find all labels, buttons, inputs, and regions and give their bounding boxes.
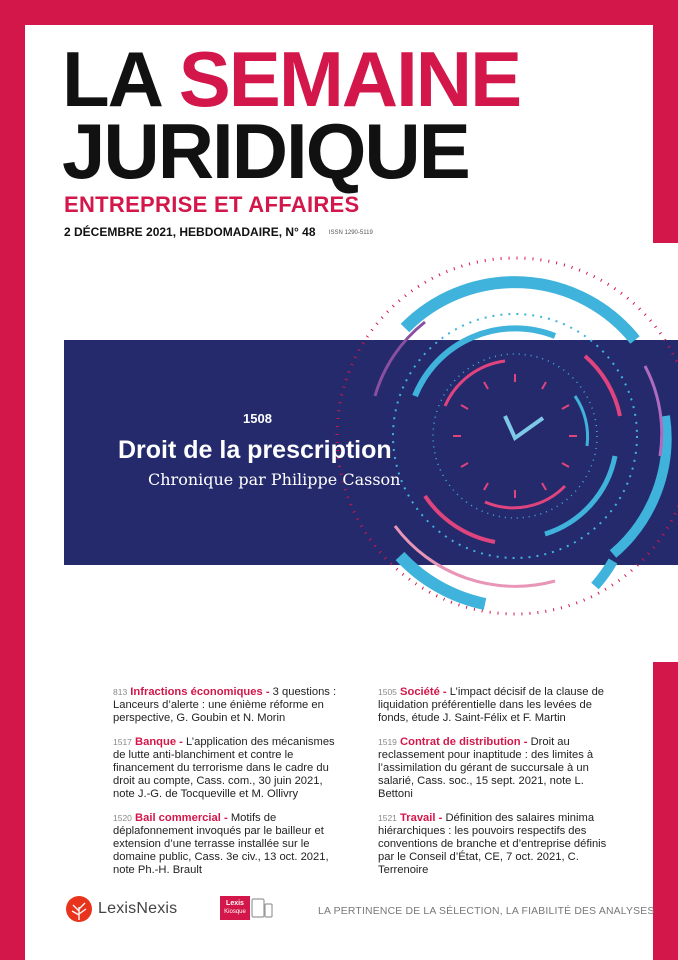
purple-arc-right (645, 366, 662, 456)
issue-date: 2 DÉCEMBRE 2021, HEBDOMADAIRE, N° 48 (64, 225, 316, 239)
mid-arc-pink (425, 496, 495, 542)
mid-arc-pink-right (585, 356, 620, 416)
article-text: Droit au reclassement pour inaptitude : des limites à l’assimilation du gérant de succursale à un salarié, Cass. soc., 15 sept. 2021, note L. Bettoni (378, 736, 594, 800)
devices-icon (250, 896, 274, 920)
issn: ISSN 1290-5119 (328, 229, 373, 236)
article-text: L’impact décisif de la clause de liquidation préférentielle dans les levées de fonds, étude J. Saint-Félix et F. Martin (378, 686, 605, 724)
article-number: 1505 (378, 687, 397, 697)
articles-left-column (113, 686, 345, 888)
article-text: Motifs de déplafonnement invoqués par le bailleur et extension d’une terrasse installée sur le domaine public, Cass. 3e civ., 13 oct. 2021, note Ph.-H. Brault (113, 812, 329, 876)
issue-line (64, 225, 373, 239)
right-border-top (653, 0, 678, 243)
masthead (62, 35, 521, 195)
right-border-bottom (653, 662, 678, 960)
publication-subtitle: ENTREPRISE ET AFFAIRES (64, 192, 360, 217)
article-title: Société (400, 686, 440, 698)
article-number: 813 (113, 687, 128, 697)
article-text: Définition des salaires minima hiérarchiques : les pouvoirs respectifs des conventions de branche et d’entreprise définis par le Conseil d’État, CE, 7 oct. 2021, C. Terrenoire (378, 812, 607, 876)
brand-name: LexisNexis (98, 900, 178, 917)
top-border (0, 0, 678, 25)
lexisnexis-tree-icon (66, 896, 92, 922)
inner-arc-pink-bottom (485, 486, 565, 508)
article-title: Banque (135, 736, 177, 748)
feature-number: 1508 (243, 411, 272, 426)
article-title: Bail commercial (135, 812, 221, 824)
lexisnexis-logo (66, 896, 177, 922)
mid-arc-top (415, 328, 555, 396)
articles-right-column (378, 686, 618, 888)
feature-chronicle: Chronique par Philippe Casson (148, 470, 401, 489)
inner-arc-cyan (575, 396, 588, 446)
article-item: 1517 Banque - L’application des mécanismes de lutte anti-blanchiment et contre le financement du terrorisme dans le cadre du droit au compte, Cass. com., 30 juin 2021, note J.-G. de Tocqueville et M. Ollivry (113, 736, 335, 800)
outer-arc-right (613, 416, 667, 554)
left-border (0, 0, 25, 960)
article-number: 1521 (378, 813, 397, 823)
article-item: 813 Infractions économiques - 3 questions : Lanceurs d’alerte : une énième réforme en perspective, G. Goubin et N. Morin (113, 686, 337, 724)
clock-hands (505, 416, 543, 438)
inner-arc-pink (445, 361, 505, 406)
article-text: 3 questions : Lanceurs d’alerte : une énième réforme en perspective, G. Goubin et N. Morin (113, 686, 337, 724)
article-item: 1521 Travail - Définition des salaires minima hiérarchiques : les pouvoirs respectifs des conventions de branche et d’entreprise définis par le Conseil d’État, CE, 7 oct. 2021, C. Terrenoire (378, 812, 607, 876)
article-title: Contrat de distribution (400, 736, 521, 748)
kiosque-bottom: Kiosque (224, 909, 246, 915)
article-item: 1519 Contrat de distribution - Droit au reclassement pour inaptitude : des limites à l’assimilation du gérant de succursale à un salarié, Cass. soc., 15 sept. 2021, note L. Bettoni (378, 736, 594, 800)
kiosque-top: Lexis (226, 900, 244, 907)
article-text: L’application des mécanismes de lutte anti-blanchiment et contre le financement du terrorisme dans le cadre du droit au compte, Cass. com., 30 juin 2021, note J.-G. de Tocqueville et M. Ollivry (113, 736, 335, 800)
article-number: 1519 (378, 737, 397, 747)
article-number: 1520 (113, 813, 132, 823)
kiosque-badge (220, 896, 250, 920)
masthead-word-la: LA (62, 35, 160, 123)
article-item: 1505 Société - L’impact décisif de la clause de liquidation préférentielle dans les levées de fonds, étude J. Saint-Félix et F. Martin (378, 686, 605, 724)
article-title: Infractions économiques (130, 686, 263, 698)
masthead-word-semaine: SEMAINE (178, 35, 521, 123)
outer-arc-bottom-right (595, 561, 613, 586)
tagline: LA PERTINENCE DE LA SÉLECTION, LA FIABILITÉ DES ANALYSES (318, 906, 655, 917)
article-item: 1520 Bail commercial - Motifs de déplafonnement invoqués par le bailleur et extension d’une terrasse installée sur le domaine public, Cass. 3e civ., 13 oct. 2021, note Ph.-H. Brault (113, 812, 329, 876)
masthead-word-juridique: JURIDIQUE (62, 107, 469, 195)
article-title: Travail (400, 812, 436, 824)
feature-title: Droit de la prescription (118, 436, 392, 464)
article-number: 1517 (113, 737, 132, 747)
